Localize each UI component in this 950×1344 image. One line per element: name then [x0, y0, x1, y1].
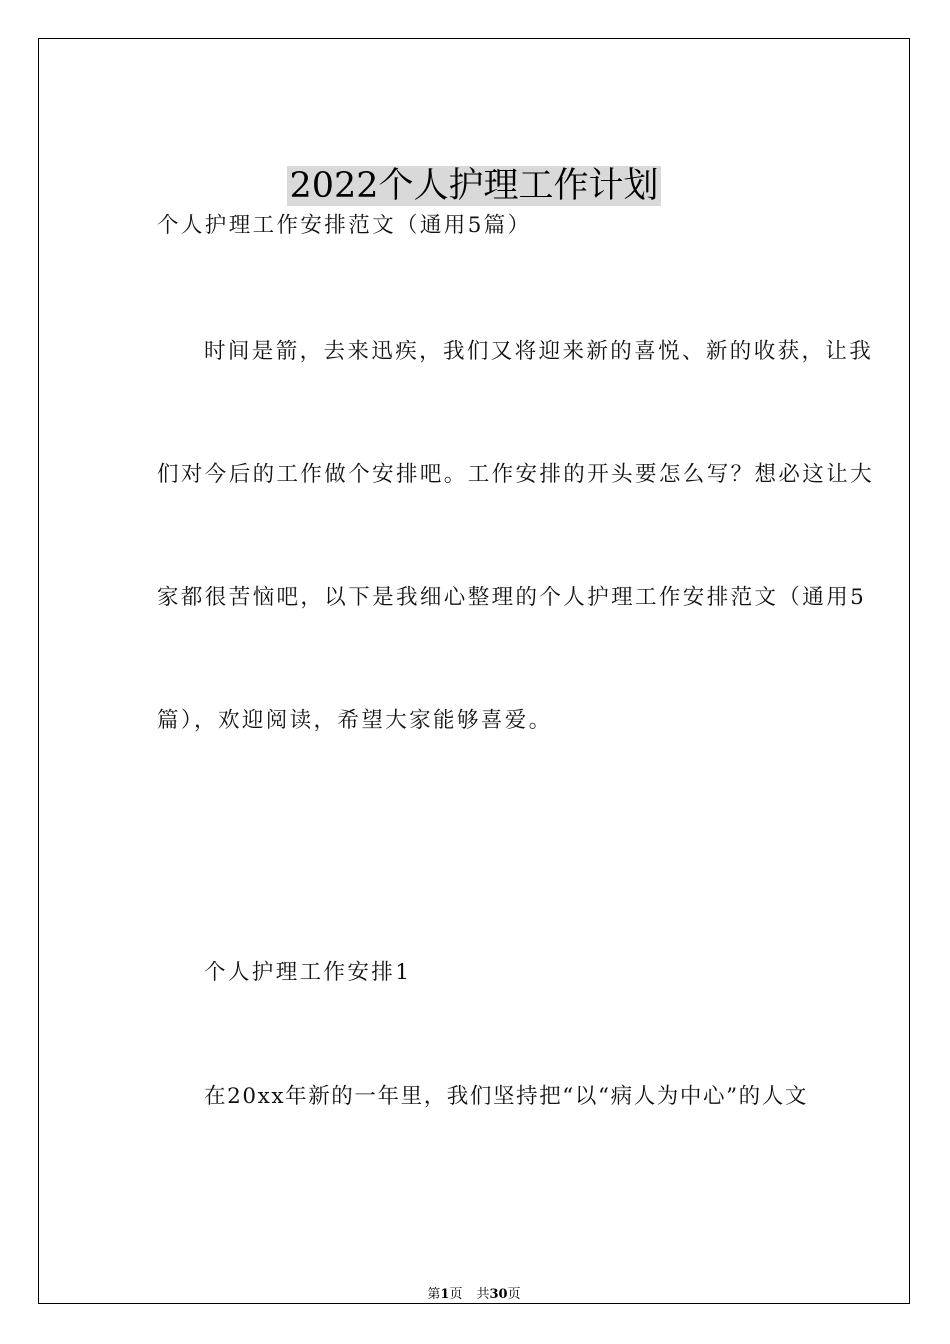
section-heading: 个人护理工作安排1 [204, 960, 412, 985]
body-line: 在20xx年新的一年里，我们坚持把“以“病人为中心”的人文 [204, 1084, 808, 1109]
intro-line-3: 家都很苦恼吧，以下是我细心整理的个人护理工作安排范文（通用5 [157, 585, 867, 610]
document-title-text: 2022个人护理工作计划 [289, 166, 659, 206]
footer-prefix: 第 [427, 1287, 441, 1302]
footer-page-suffix: 页 [449, 1287, 463, 1302]
footer-page-number: 1 [440, 1287, 450, 1302]
document-title [39, 166, 909, 206]
document-page [38, 38, 910, 1304]
footer-total-pages: 30 [489, 1287, 508, 1302]
intro-line-2: 们对今后的工作做个安排吧。工作安排的开头要怎么写？想必这让大 [157, 462, 875, 487]
intro-line-4: 篇），欢迎阅读，希望大家能够喜爱。 [157, 708, 553, 733]
footer-total-suffix: 页 [507, 1287, 521, 1302]
document-subtitle: 个人护理工作安排范文（通用5篇） [157, 213, 532, 238]
page-footer [39, 1287, 909, 1303]
footer-total-prefix: 共 [476, 1287, 490, 1302]
intro-line-1: 时间是箭，去来迅疾，我们又将迎来新的喜悦、新的收获，让我 [204, 339, 874, 364]
